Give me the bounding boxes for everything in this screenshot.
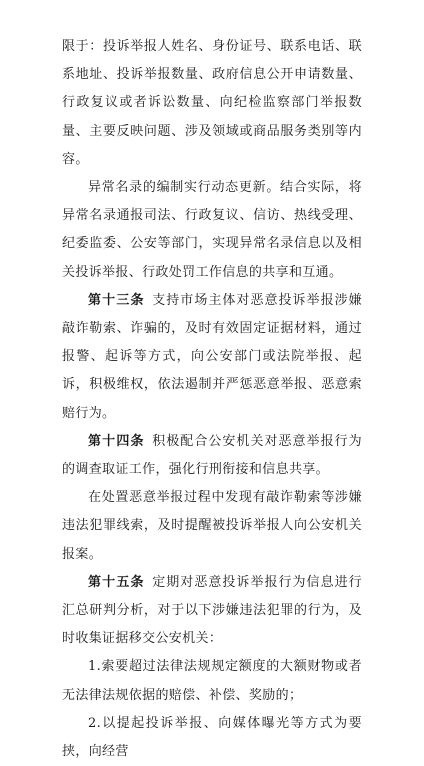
paragraph-5-text: 在处置恶意举报过程中发现有敲诈勒索等涉嫌违法犯罪线索，及时提醒被投诉举报人向公安机关报案。 bbox=[62, 490, 362, 562]
paragraph-2 bbox=[62, 174, 362, 287]
article-14-text: 积极配合公安机关对恶意举报行为的调查取证工作，强化行刑衔接和信息共享。 bbox=[62, 433, 362, 478]
article-15-text: 定期对恶意投诉举报行为信息进行汇总研判分析，对于以下涉嫌违法犯罪的行为，及时收集证据移交公安机关： bbox=[62, 574, 362, 647]
article-13-label: 第十三条 bbox=[88, 292, 145, 308]
article-13-text: 支持市场主体对恶意投诉举报涉嫌敲诈勒索、诈骗的，及时有效固定证据材料，通过报警、起诉等方式，向公安部门或法院举报、起诉，积极维权，依法遏制并严惩恶意举报、恶意索赔行为。 bbox=[62, 292, 362, 421]
article-13-paragraph bbox=[62, 287, 362, 428]
paragraph-1-text: 限于：投诉举报人姓名、身份证号、联系电话、联系地址、投诉举报数量、政府信息公开申请数量、行政复议或者诉讼数量、向纪检监察部门举报数量、主要反映问题、涉及领域或商品服务类别等内容。 bbox=[62, 39, 362, 167]
article-14-label: 第十四条 bbox=[88, 433, 145, 449]
list-item-2 bbox=[62, 710, 362, 766]
paragraph-1 bbox=[62, 33, 362, 174]
article-15-paragraph bbox=[62, 569, 362, 654]
paragraph-5 bbox=[62, 484, 362, 569]
list-item-2-text: 2.以提起投诉举报、向媒体曝光等方式为要挟，向经营 bbox=[62, 715, 362, 760]
list-item-1 bbox=[62, 653, 362, 709]
article-15-label: 第十五条 bbox=[88, 574, 145, 590]
document-body bbox=[62, 33, 362, 766]
list-item-1-text: 1.索要超过法律法规规定额度的大额财物或者无法律法规依据的赔偿、补偿、奖励的； bbox=[62, 659, 362, 703]
article-14-paragraph bbox=[62, 428, 362, 484]
paragraph-2-text: 异常名录的编制实行动态更新。结合实际，将异常名录通报司法、行政复议、信访、热线受理、纪委监委、公安等部门，实现异常名录信息以及相关投诉举报、行政处罚工作信息的共享和互通。 bbox=[62, 180, 362, 280]
